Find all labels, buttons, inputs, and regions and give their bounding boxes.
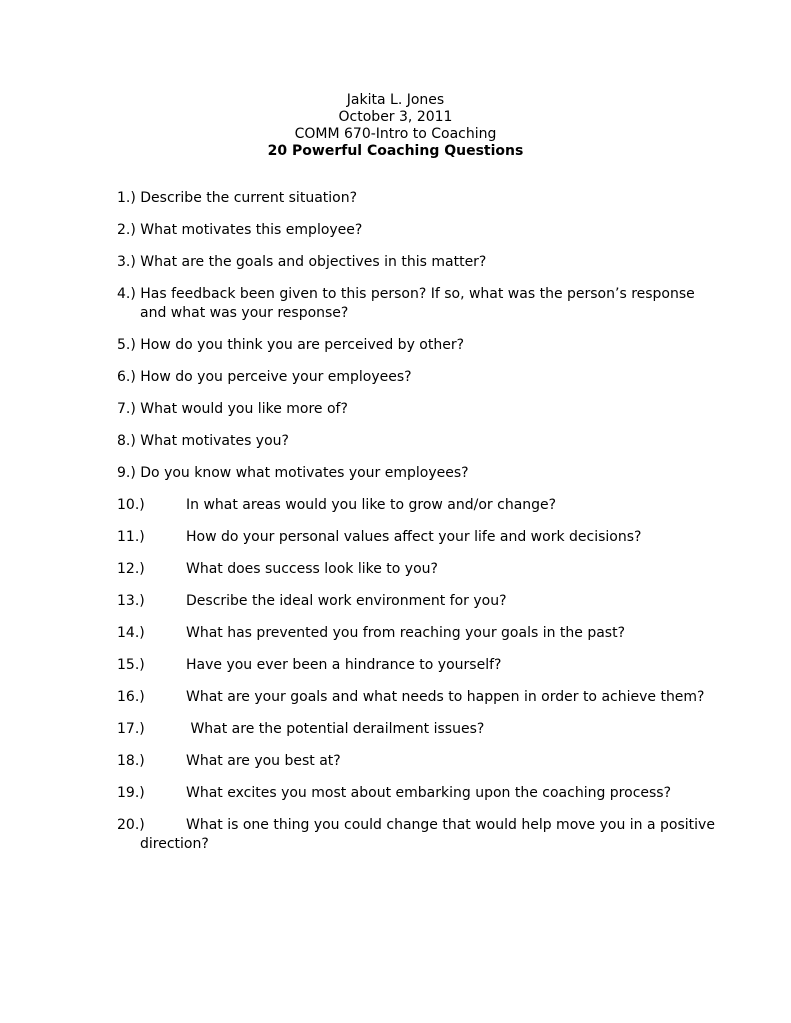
question-number: 7.) <box>117 401 136 417</box>
question-number: 19.) <box>117 785 145 801</box>
question-number: 8.) <box>117 433 136 449</box>
question-text: What are you best at? <box>186 753 341 769</box>
question-item <box>117 189 717 208</box>
course-name: COMM 670-Intro to Coaching <box>294 126 497 142</box>
question-item <box>117 656 717 675</box>
question-number: 2.) <box>117 222 136 238</box>
question-item <box>117 592 717 611</box>
question-number: 18.) <box>117 753 145 769</box>
question-text: What are the potential derailment issues? <box>186 721 485 737</box>
question-text: Has feedback been given to this person? If so, what was the person’s response and what was your response? <box>140 286 695 321</box>
question-item <box>117 624 717 643</box>
question-number: 3.) <box>117 254 136 270</box>
question-item <box>117 496 717 515</box>
question-text: What excites you most about embarking upon the coaching process? <box>186 785 672 801</box>
document-title: 20 Powerful Coaching Questions <box>267 143 524 159</box>
question-number: 13.) <box>117 593 145 609</box>
author-name: Jakita L. Jones <box>346 92 445 108</box>
question-item <box>117 560 717 579</box>
question-number: 12.) <box>117 561 145 577</box>
question-text: What motivates you? <box>140 433 289 449</box>
question-text: What would you like more of? <box>140 401 348 417</box>
question-item <box>117 688 717 707</box>
question-item <box>117 816 717 854</box>
question-item <box>117 720 717 739</box>
question-item <box>117 253 717 272</box>
question-number: 6.) <box>117 369 136 385</box>
question-item <box>117 528 717 547</box>
question-number: 17.) <box>117 721 145 737</box>
question-text: How do you think you are perceived by other? <box>140 337 465 353</box>
question-item <box>117 221 717 240</box>
question-number: 5.) <box>117 337 136 353</box>
document-date: October 3, 2011 <box>338 109 453 125</box>
question-number: 14.) <box>117 625 145 641</box>
question-text: What is one thing you could change that would help move you in a positive direction? <box>140 817 715 852</box>
question-number: 10.) <box>117 497 145 513</box>
question-text: How do your personal values affect your life and work decisions? <box>186 529 642 545</box>
question-item <box>117 285 717 323</box>
question-item <box>117 336 717 355</box>
question-number: 15.) <box>117 657 145 673</box>
question-text: What does success look like to you? <box>186 561 438 577</box>
question-item <box>117 784 717 803</box>
document-header <box>0 92 791 160</box>
question-text: Describe the current situation? <box>140 190 358 206</box>
question-number: 4.) <box>117 286 136 302</box>
question-text: Have you ever been a hindrance to yourself? <box>186 657 502 673</box>
question-number: 20.) <box>117 817 145 833</box>
question-text: What are your goals and what needs to happen in order to achieve them? <box>186 689 705 705</box>
question-item <box>117 752 717 771</box>
question-item <box>117 400 717 419</box>
question-text: What are the goals and objectives in this matter? <box>140 254 487 270</box>
question-text: What motivates this employee? <box>140 222 363 238</box>
question-item <box>117 464 717 483</box>
question-number: 1.) <box>117 190 136 206</box>
question-text: What has prevented you from reaching your goals in the past? <box>186 625 626 641</box>
question-list <box>117 189 717 867</box>
question-item <box>117 368 717 387</box>
question-number: 9.) <box>117 465 136 481</box>
question-text: Do you know what motivates your employees? <box>140 465 469 481</box>
question-text: In what areas would you like to grow and/or change? <box>186 497 557 513</box>
question-text: Describe the ideal work environment for you? <box>186 593 507 609</box>
question-text: How do you perceive your employees? <box>140 369 412 385</box>
question-number: 16.) <box>117 689 145 705</box>
question-item <box>117 432 717 451</box>
question-number: 11.) <box>117 529 145 545</box>
